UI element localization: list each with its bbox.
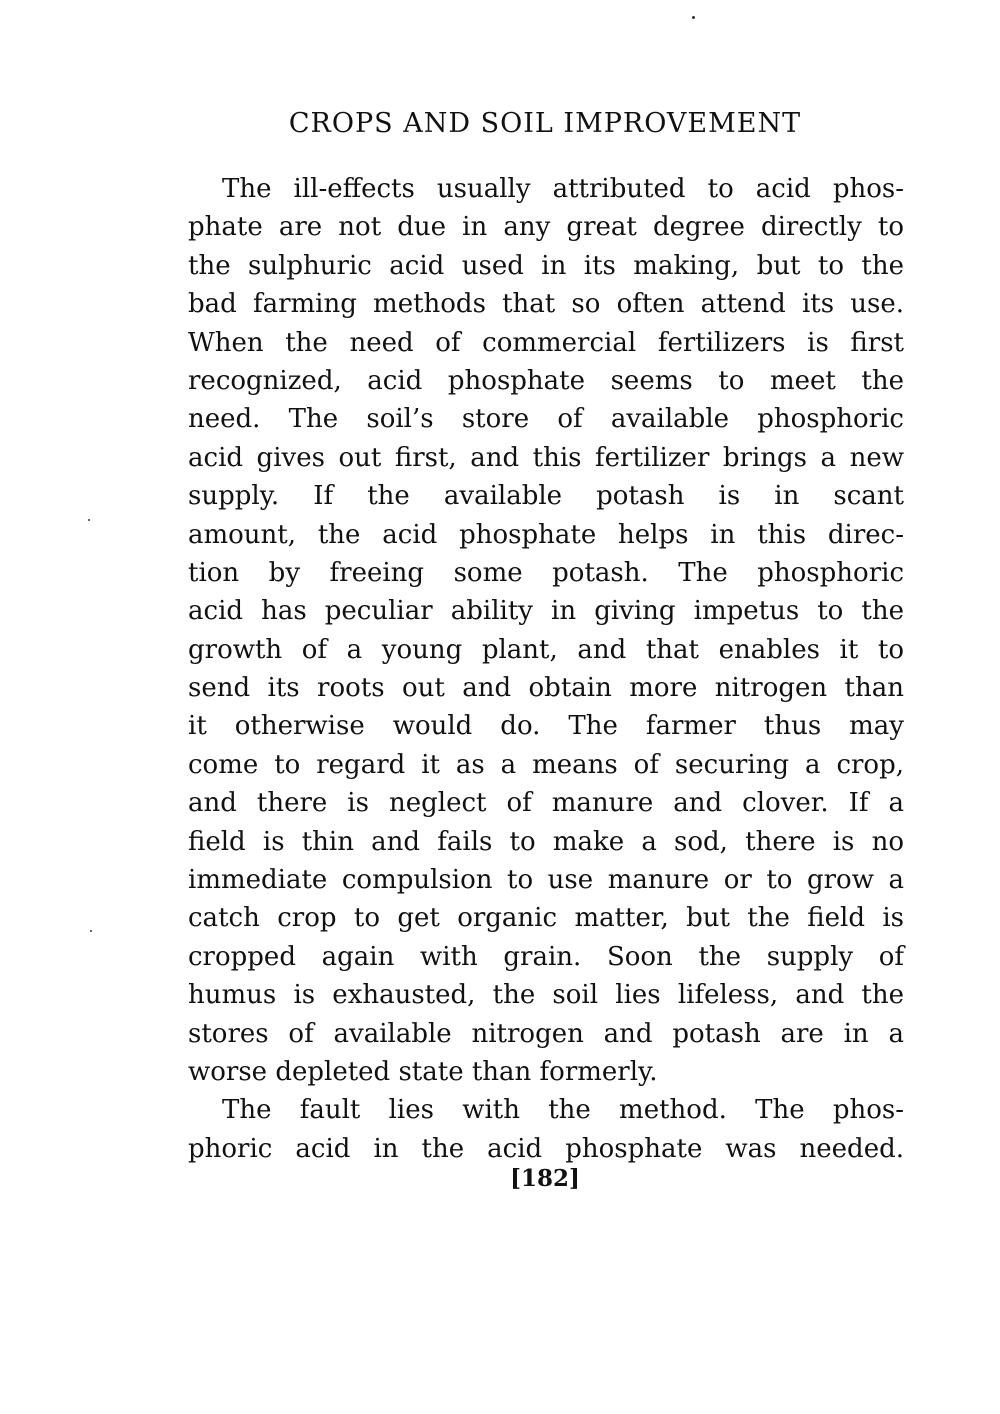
text-line: worse depleted state than formerly. bbox=[188, 1056, 658, 1087]
text-line: the sulphuric acid used in its making, but to the bbox=[188, 250, 904, 281]
running-header: CROPS AND SOIL IMPROVEMENT bbox=[288, 108, 802, 139]
text-line: catch crop to get organic matter, but the field is bbox=[188, 903, 904, 934]
text-line: stores of available nitrogen and potash are in a bbox=[188, 1018, 904, 1049]
text-line: acid gives out first, and this fertilizer brings a new bbox=[188, 442, 904, 473]
text-line: growth of a young plant, and that enables it to bbox=[188, 634, 904, 665]
scan-speck bbox=[88, 519, 90, 521]
text-line: need. The soil’s store of available phosphoric bbox=[188, 404, 904, 435]
text-line: When the need of commercial fertilizers is first bbox=[188, 327, 904, 358]
body-text bbox=[188, 170, 904, 1168]
page-number: [182] bbox=[510, 1165, 580, 1192]
text-line: send its roots out and obtain more nitrogen than bbox=[188, 673, 904, 704]
text-line: amount, the acid phosphate helps in this direc- bbox=[188, 519, 904, 550]
paragraph-1 bbox=[188, 170, 904, 1091]
text-line: phoric acid in the acid phosphate was needed. bbox=[188, 1133, 904, 1164]
text-line: The fault lies with the method. The phos- bbox=[222, 1095, 904, 1126]
text-line: phate are not due in any great degree directly to bbox=[188, 212, 904, 243]
text-line: bad farming methods that so often attend its use. bbox=[188, 289, 904, 320]
text-line: supply. If the available potash is in scant bbox=[188, 481, 904, 512]
text-line: humus is exhausted, the soil lies lifeless, and the bbox=[188, 980, 904, 1011]
text-line: and there is neglect of manure and clover. If a bbox=[188, 788, 904, 819]
text-line: come to regard it as a means of securing a crop, bbox=[188, 749, 904, 780]
text-line: it otherwise would do. The farmer thus may bbox=[188, 711, 904, 742]
text-line: The ill-effects usually attributed to acid phos- bbox=[222, 174, 904, 204]
text-line: cropped again with grain. Soon the supply of bbox=[188, 941, 904, 972]
paragraph-2 bbox=[188, 1091, 904, 1168]
text-line: recognized, acid phosphate seems to meet the bbox=[188, 365, 904, 396]
scan-speck bbox=[692, 16, 695, 19]
text-line: tion by freeing some potash. The phosphoric bbox=[188, 557, 904, 588]
text-line: acid has peculiar ability in giving impetus to the bbox=[188, 596, 904, 627]
text-line: immediate compulsion to use manure or to grow a bbox=[188, 865, 904, 896]
text-line: field is thin and fails to make a sod, there is no bbox=[188, 826, 904, 857]
scan-speck bbox=[90, 930, 92, 932]
